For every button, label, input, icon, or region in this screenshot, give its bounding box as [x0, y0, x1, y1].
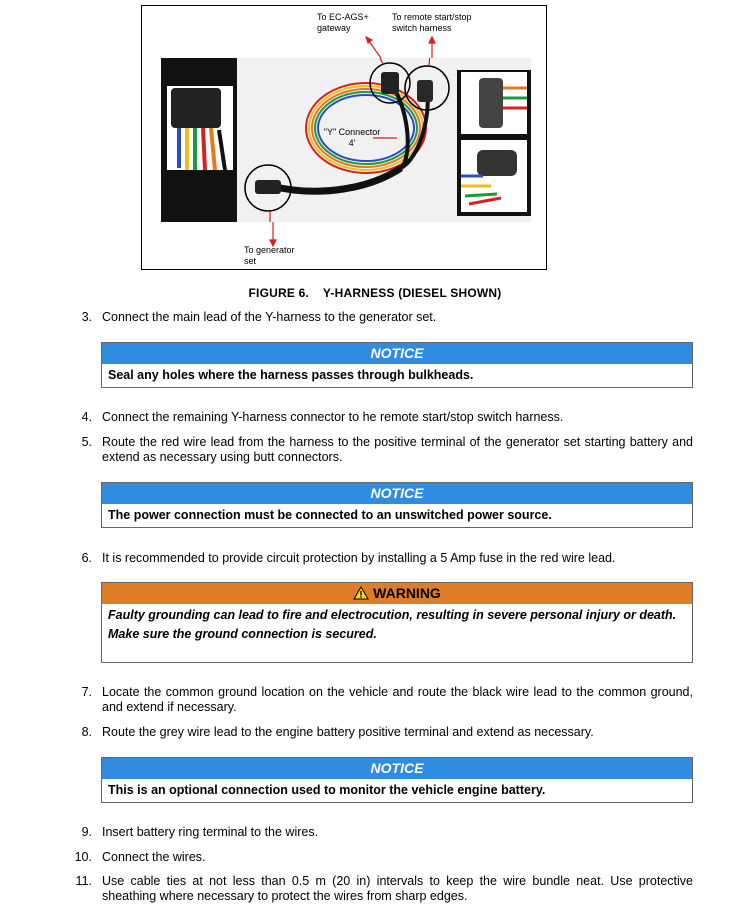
warning-triangle-icon [353, 586, 369, 600]
step-number: 10. [74, 850, 92, 864]
notice-header: NOTICE [102, 343, 692, 364]
step-10 [60, 850, 693, 866]
step-7 [60, 685, 693, 717]
figure-frame [141, 5, 547, 270]
step-4 [60, 410, 693, 426]
callout-y-connector-line1: "Y" Connector [323, 127, 381, 137]
step-number: 8. [81, 725, 92, 739]
step-8 [60, 725, 693, 741]
warning-text [102, 604, 692, 646]
notice-box-2 [101, 482, 693, 528]
callout-generator-line2: set [244, 256, 257, 266]
step-9 [60, 825, 693, 841]
step-text: Route the red wire lead from the harness to the positive terminal of the generator set starting battery and extend as necessary using butt connectors. [102, 435, 693, 464]
step-number: 7. [81, 685, 92, 699]
warning-box [101, 582, 693, 663]
step-11 [60, 874, 693, 906]
step-number: 11. [75, 874, 92, 888]
step-number: 9. [81, 825, 92, 839]
notice-text: The power connection must be connected to an unswitched power source. [108, 508, 552, 522]
step-number: 6. [81, 551, 92, 565]
notice-header: NOTICE [102, 758, 692, 779]
warning-line-2: Make sure the ground connection is secured. [108, 627, 377, 641]
step-3 [60, 310, 693, 326]
step-text: Connect the wires. [102, 850, 206, 864]
step-text: Route the grey wire lead to the engine battery positive terminal and extend as necessary. [102, 725, 594, 739]
step-6 [60, 551, 693, 567]
callout-y-connector-line2: 4' [348, 138, 356, 148]
warning-line-1: Faulty grounding can lead to fire and electrocution, resulting in severe personal injury or death. [108, 608, 677, 622]
step-text: Connect the remaining Y-harness connector to he remote start/stop switch harness. [102, 410, 564, 424]
step-number: 3. [81, 310, 92, 324]
step-text: Insert battery ring terminal to the wires. [102, 825, 319, 839]
callout-ec-ags-line2: gateway [317, 23, 351, 33]
notice-text: Seal any holes where the harness passes through bulkheads. [108, 368, 474, 382]
callout-remote-line1: To remote start/stop [392, 12, 472, 22]
warning-title: WARNING [373, 585, 441, 601]
step-5 [60, 435, 693, 467]
callout-generator-line1: To generator [244, 245, 295, 255]
callout-remote-line2: switch harness [392, 23, 452, 33]
figure-caption: FIGURE 6. Y-HARNESS (DIESEL SHOWN) [248, 286, 502, 300]
warning-header [102, 583, 692, 604]
step-number: 5. [81, 435, 92, 449]
callout-remote [392, 12, 472, 34]
step-text: It is recommended to provide circuit protection by installing a 5 Amp fuse in the red wire lead. [102, 551, 616, 565]
callout-ec-ags [317, 12, 369, 34]
callout-generator [244, 245, 295, 267]
step-text: Connect the main lead of the Y-harness to the generator set. [102, 310, 437, 324]
step-text: Locate the common ground location on the vehicle and route the black wire lead to the common ground, and extend if necessary. [102, 685, 693, 714]
step-text: Use cable ties at not less than 0.5 m (20 in) intervals to keep the wire bundle neat. Use protective sheathing where necessary to protect the wires from sharp edges. [102, 874, 693, 903]
callout-ec-ags-line1: To EC-AGS+ [317, 12, 369, 22]
notice-box-3 [101, 757, 693, 803]
notice-text: This is an optional connection used to monitor the vehicle engine battery. [108, 783, 546, 797]
notice-box-1 [101, 342, 693, 388]
notice-header: NOTICE [102, 483, 692, 504]
callout-y-connector [322, 127, 382, 149]
step-number: 4. [81, 410, 92, 424]
